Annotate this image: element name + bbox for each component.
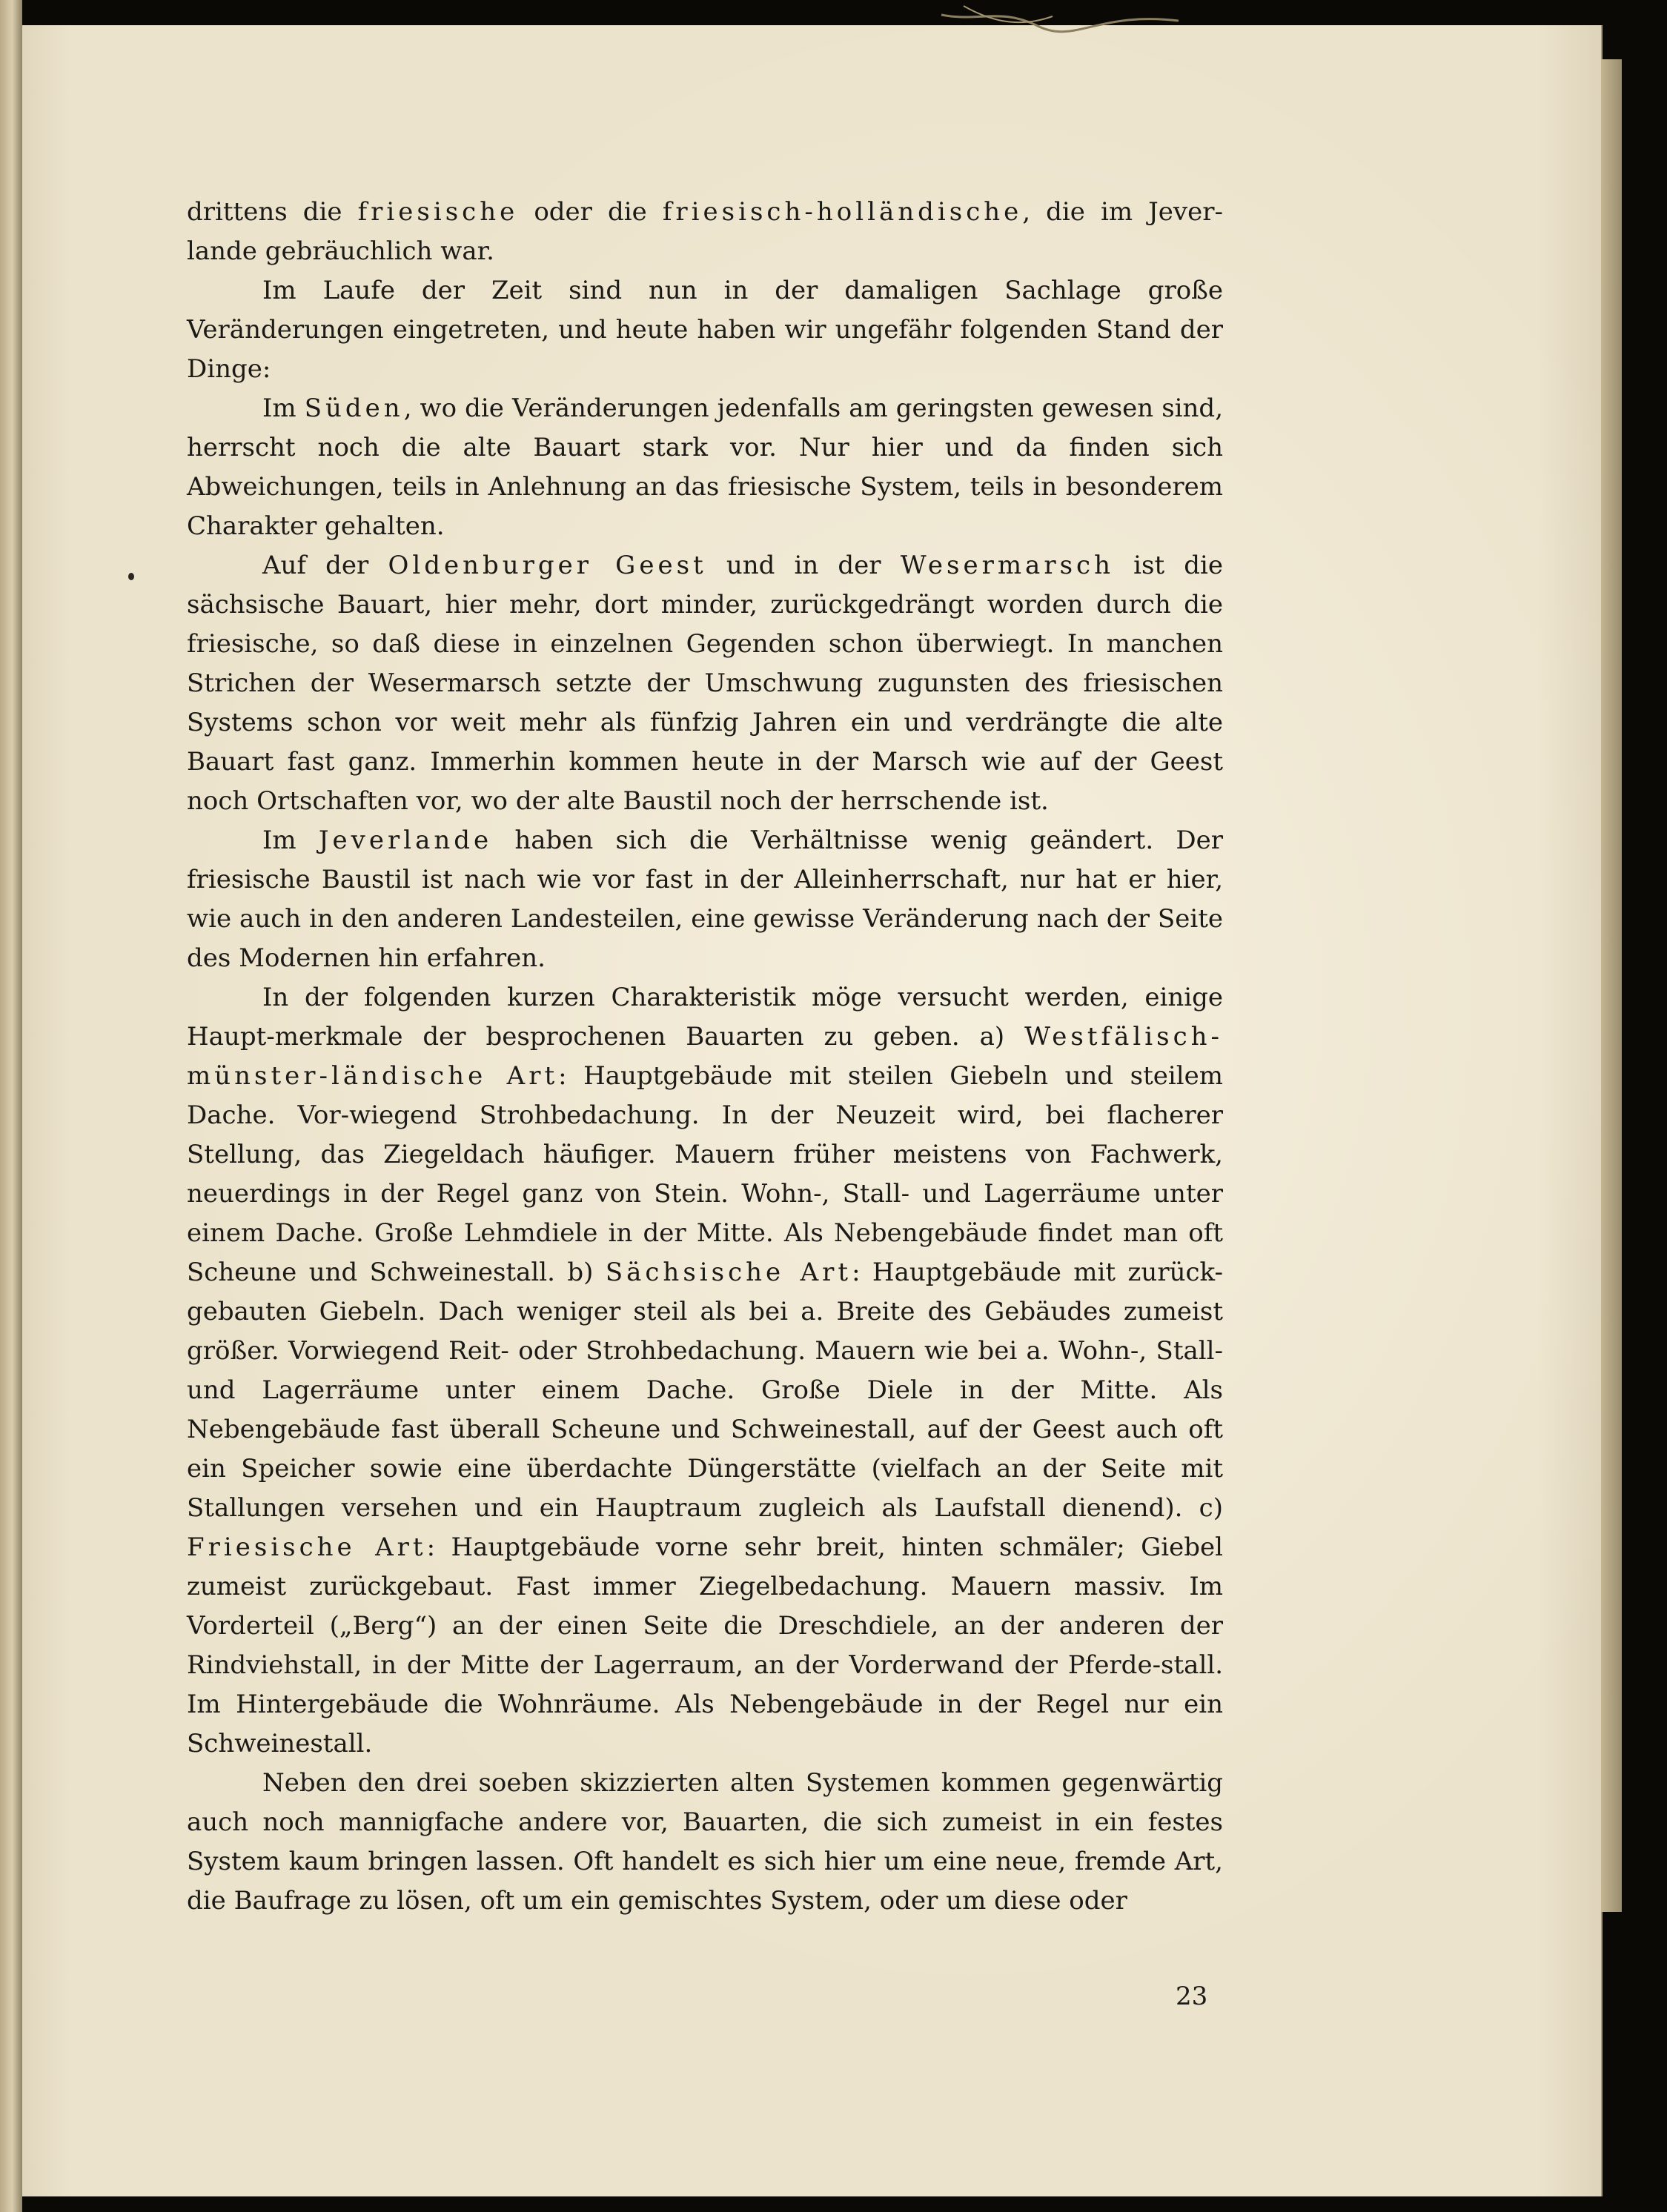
paragraph [187,271,1223,389]
emphasized-term: Wesermarsch [900,551,1114,580]
emphasized-term: Oldenburger Geest [388,551,707,580]
text-run: Im [262,826,319,855]
emphasized-term: Westfälisch-münster-ländische Art [187,1022,1223,1091]
paragraph [187,1764,1223,1921]
page-edge-strip [1601,59,1622,1912]
paragraph [187,821,1223,978]
text-run: ist die sächsische Bauart, hier mehr, dort minder, zurückgedrängt worden durch die friesische, so daß diese in einzelnen Gegenden schon überwiegt. In manchen Strichen der Wesermarsch setzte der Umschwung zugunsten des friesischen Systems schon vor weit mehr als fünfzig Jahren ein und verdrängte die alte Bauart fast ganz. Immerhin kommen heute in der Marsch wie auf der Geest noch Ortschaften vor, wo der alte Baustil noch der herrschende ist. [187,551,1223,816]
body-text [187,193,1223,1921]
text-run: Auf der [262,551,388,580]
text-run: drittens die [187,197,358,227]
ink-speck [128,573,134,580]
text-run: : Hauptgebäude mit steilen Giebeln und steilem Dache. Vor-wiegend Strohbedachung. In der Neuzeit wird, bei flacherer Stellung, das Ziegeldach häufiger. Mauern früher meistens von Fachwerk, neuerdings in der Regel ganz von Stein. Wohn-, Stall- und Lagerräume unter einem Dache. Große Lehmdiele in der Mitte. Als Nebengebäude findet man oft Scheune und Schweinestall. b) [187,1061,1223,1287]
text-run: Neben den drei soeben skizzierten alten Systemen kommen gegenwärtig auch noch mannigfache andere vor, Bauarten, die sich zumeist in ein festes System kaum bringen lassen. Oft handelt es sich hier um eine neue, fremde Art, die Baufrage zu lösen, oft um ein gemischtes System, oder um diese oder [187,1768,1223,1916]
text-run: , die im Jever-lande gebräuchlich war. [187,197,1223,266]
text-run: und in der [706,551,901,580]
text-run: Im [262,393,305,423]
text-run: Im Laufe der Zeit sind nun in der damaligen Sachlage große Veränderungen eingetreten, und heute haben wir ungefähr folgenden Stand der Dinge: [187,276,1223,384]
emphasized-term: Sächsische Art [605,1258,852,1287]
text-run: In der folgenden kurzen Charakteristik möge versucht werden, einige Haupt-merkmale der besprochenen Bauarten zu geben. a) [187,983,1223,1052]
binding-thread [934,0,1186,44]
paragraph [187,193,1223,271]
emphasized-term: Friesische Art [187,1532,427,1562]
text-run: oder die [518,197,663,227]
emphasized-term: friesische [357,197,519,227]
facing-page-edge [0,0,22,2212]
emphasized-term: Jeverlande [318,826,493,855]
text-run: : Hauptgebäude mit zurück-gebauten Giebeln. Dach weniger steil als bei a. Breite des Gebäudes zumeist größer. Vorwiegend Reit- oder Strohbedachung. Mauern wie bei a. Wohn-, Stall- und Lagerräume unter einem Dache. Große Diele in der Mitte. Als Nebengebäude fast überall Scheune und Schweinestall, auf der Geest auch oft ein Speicher sowie eine überdachte Düngerstätte (vielfach an der Seite mit Stallungen versehen und ein Hauptraum zugleich als Laufstall dienend). c) [187,1258,1223,1523]
paragraph [187,389,1223,546]
paragraph [187,546,1223,821]
text-run: , wo die Veränderungen jedenfalls am geringsten gewesen sind, herrscht noch die alte Bauart stark vor. Nur hier und da finden sich Abweichungen, teils in Anlehnung an das friesische System, teils in besonderem Charakter gehalten. [187,393,1223,541]
text-run: : Hauptgebäude vorne sehr breit, hinten schmäler; Giebel zumeist zurückgebaut. Fast immer Ziegelbedachung. Mauern massiv. Im Vorderteil („Berg“) an der einen Seite die Dreschdiele, an der anderen der Rindviehstall, in der Mitte der Lagerraum, an der Vorderwand der Pferde-stall. Im Hintergebäude die Wohnräume. Als Nebengebäude in der Regel nur ein Schweinestall. [187,1532,1224,1758]
emphasized-term: Süden [304,393,404,423]
emphasized-term: friesisch-holländische [662,197,1023,227]
page-number: 23 [1176,1982,1208,2011]
text-run: haben sich die Verhältnisse wenig geändert. Der friesische Baustil ist nach wie vor fast in der Alleinherrschaft, nur hat er hier, wie auch in den anderen Landesteilen, eine gewisse Veränderung nach der Seite des Modernen hin erfahren. [187,826,1223,973]
paragraph [187,978,1223,1764]
